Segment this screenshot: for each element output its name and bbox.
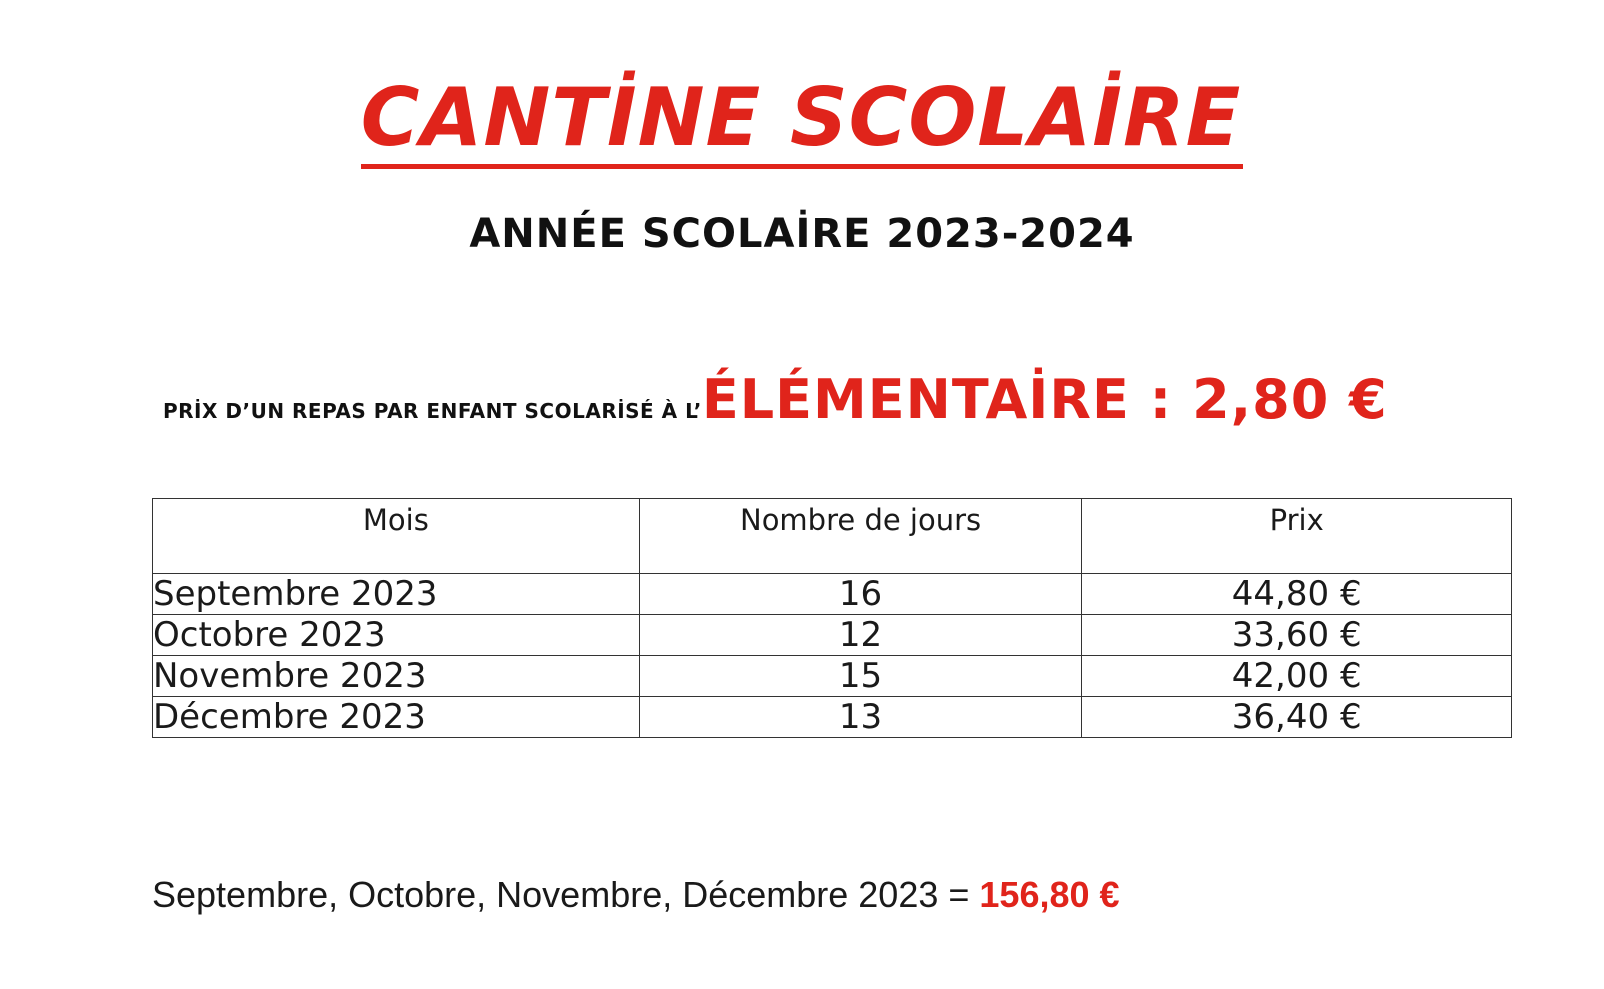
cell-jours: 16	[639, 574, 1082, 615]
cell-jours: 12	[639, 615, 1082, 656]
cell-jours: 13	[639, 697, 1082, 738]
cell-prix: 33,60 €	[1082, 615, 1512, 656]
meal-price-prefix: PRİX D’UN REPAS PAR ENFANT SCOLARİSÉ À L’	[163, 399, 702, 423]
cell-jours: 15	[639, 656, 1082, 697]
table-header-row	[153, 499, 1512, 574]
column-header-mois: Mois	[153, 499, 640, 574]
total-label: Septembre, Octobre, Novembre, Décembre 2023 =	[152, 874, 980, 915]
table-row	[153, 656, 1512, 697]
cell-prix: 44,80 €	[1082, 574, 1512, 615]
monthly-price-table	[152, 498, 1512, 738]
meal-price-line	[163, 368, 1388, 438]
cell-mois: Septembre 2023	[153, 574, 640, 615]
table-row	[153, 615, 1512, 656]
cell-mois: Octobre 2023	[153, 615, 640, 656]
total-value: 156,80 €	[979, 874, 1120, 915]
column-header-prix: Prix	[1082, 499, 1512, 574]
table-row	[153, 697, 1512, 738]
column-header-jours: Nombre de jours	[639, 499, 1082, 574]
cell-mois: Novembre 2023	[153, 656, 640, 697]
meal-price-level: ÉLÉMENTAİRE : 2,80 €	[701, 368, 1388, 431]
table-row	[153, 574, 1512, 615]
cell-prix: 42,00 €	[1082, 656, 1512, 697]
cell-prix: 36,40 €	[1082, 697, 1512, 738]
cell-mois: Décembre 2023	[153, 697, 640, 738]
school-year-subtitle: ANNÉE SCOLAİRE 2023-2024	[469, 211, 1135, 257]
page-title	[0, 72, 1604, 169]
total-line	[152, 874, 1120, 916]
title-text: CANTİNE SCOLAİRE	[361, 72, 1244, 169]
